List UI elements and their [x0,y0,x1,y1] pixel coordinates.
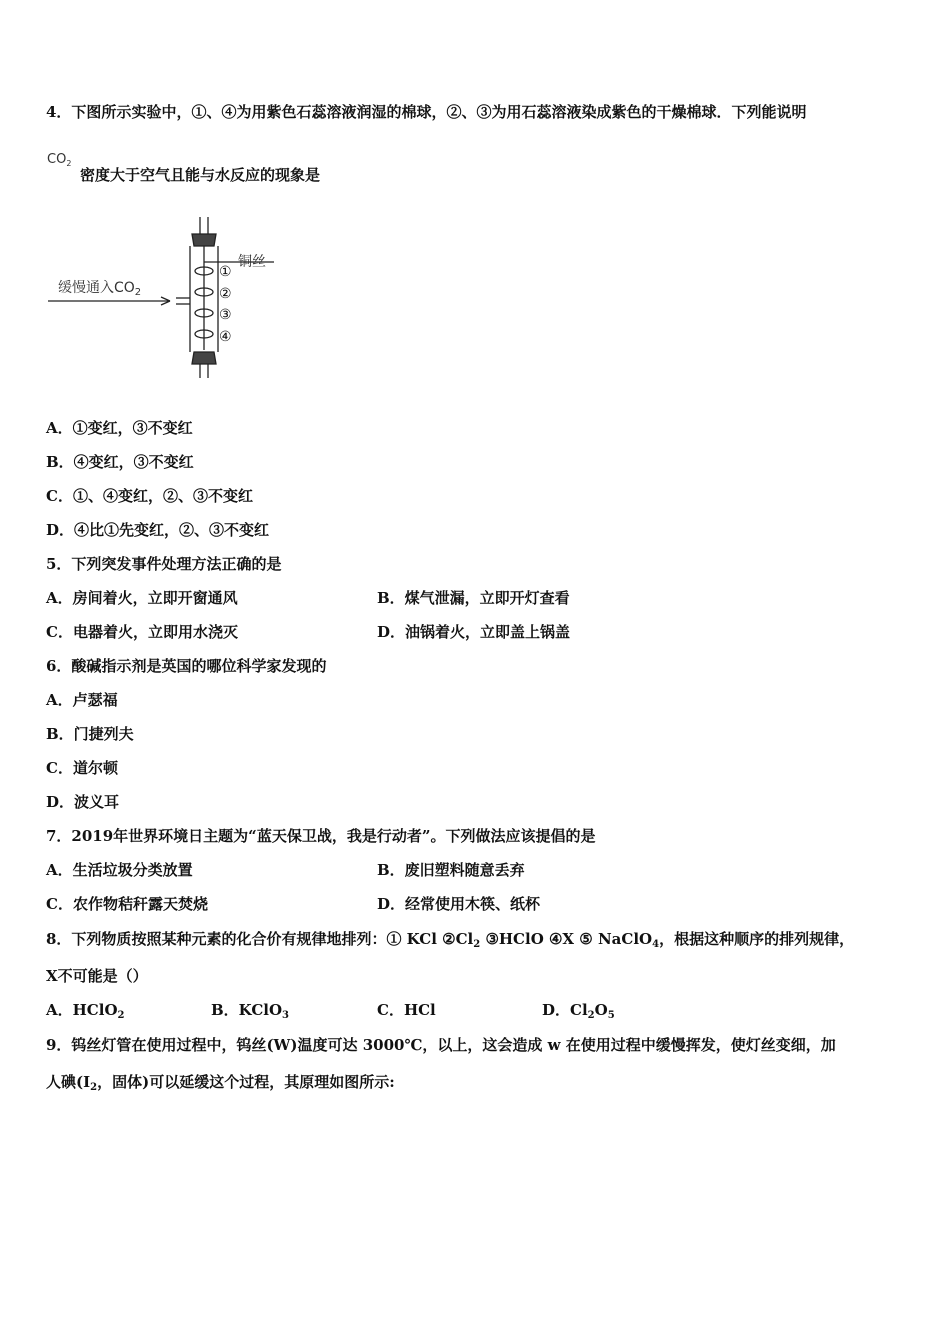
ball-label-1: ① [219,264,232,280]
q6-option-a: A．卢瑟福 [46,691,118,709]
q7-option-a: A．生活垃圾分类放置 [46,861,193,879]
q4-stem-line1: 4．下图所示实验中，①、④为用紫色石蕊溶液润湿的棉球，②、③为用石蕊溶液染成紫色的干燥棉球．下列能说明 [46,103,807,121]
q8-option-a: A．HClO$_2$ [46,1001,125,1021]
q5-option-d: D．油锅着火，立即盖上锅盖 [377,623,571,641]
q5-option-c: C．电器着火，立即用水浇灭 [46,623,238,641]
ball-label-3: ③ [219,307,232,323]
q6-stem: 6．酸碱指示剂是英国的哪位科学家发现的 [46,657,327,675]
q4-stem-line2: 密度大于空气且能与水反应的现象是 [80,166,321,184]
q5-option-a: A．房间着火，立即开窗通风 [46,589,238,607]
ball-label-2: ② [219,286,232,302]
q7-option-b: B．废旧塑料随意丢弃 [377,861,525,879]
q4-option-c: C．①、④变红，②、③不变红 [46,487,253,505]
q7-option-c: C．农作物秸秆露天焚烧 [46,895,208,913]
q5-stem: 5．下列突发事件处理方法正确的是 [46,555,282,573]
q9-stem-line1: 9．钨丝灯管在使用过程中，钨丝(W)温度可达 3000℃，以上，这会造成 w 在使用过程中缓慢挥发，使灯丝变细，加 [46,1036,836,1054]
q7-option-d: D．经常使用木筷、纸杯 [377,895,541,913]
q8-option-d: D．$Cl_2O_5$ [542,1001,615,1021]
q4-option-a: A．①变红，③不变红 [46,419,193,437]
q6-option-b: B．门捷列夫 [46,725,134,743]
q8-option-b: B．KClO$_3$ [211,1001,289,1021]
q9-stem-line2: 人碘($I_2$，固体)可以延缓这个过程，其原理如图所示: [46,1073,395,1093]
q5-option-b: B．煤气泄漏，立即开灯查看 [377,589,570,607]
q6-option-d: D．波义耳 [46,793,120,811]
q4-option-b: B．④变红，③不变红 [46,453,194,471]
arrow-label: 缓慢通入$CO_2$ [58,280,142,298]
q8-stem-line1: 8．下列物质按照某种元素的化合价有规律地排列：① KCl $②Cl_2$ ③HClO ④X ⑤ NaClO$_4$，根据这种顺序的排列规律， [46,930,855,950]
q6-option-c: C．道尔顿 [46,759,118,777]
q8-option-c: C．HCl [377,1001,436,1019]
q8-stem-line2: X不可能是（） [46,967,148,985]
co2-formula: $CO_2$ [47,152,72,168]
ball-label-4: ④ [219,329,232,345]
q4-option-d: D．④比①先变红，②、③不变红 [46,521,270,539]
q7-stem: 7．2019年世界环境日主题为“蓝天保卫战，我是行动者”。下列做法应该提倡的是 [46,827,596,845]
wire-label: 铜丝 [238,254,266,270]
